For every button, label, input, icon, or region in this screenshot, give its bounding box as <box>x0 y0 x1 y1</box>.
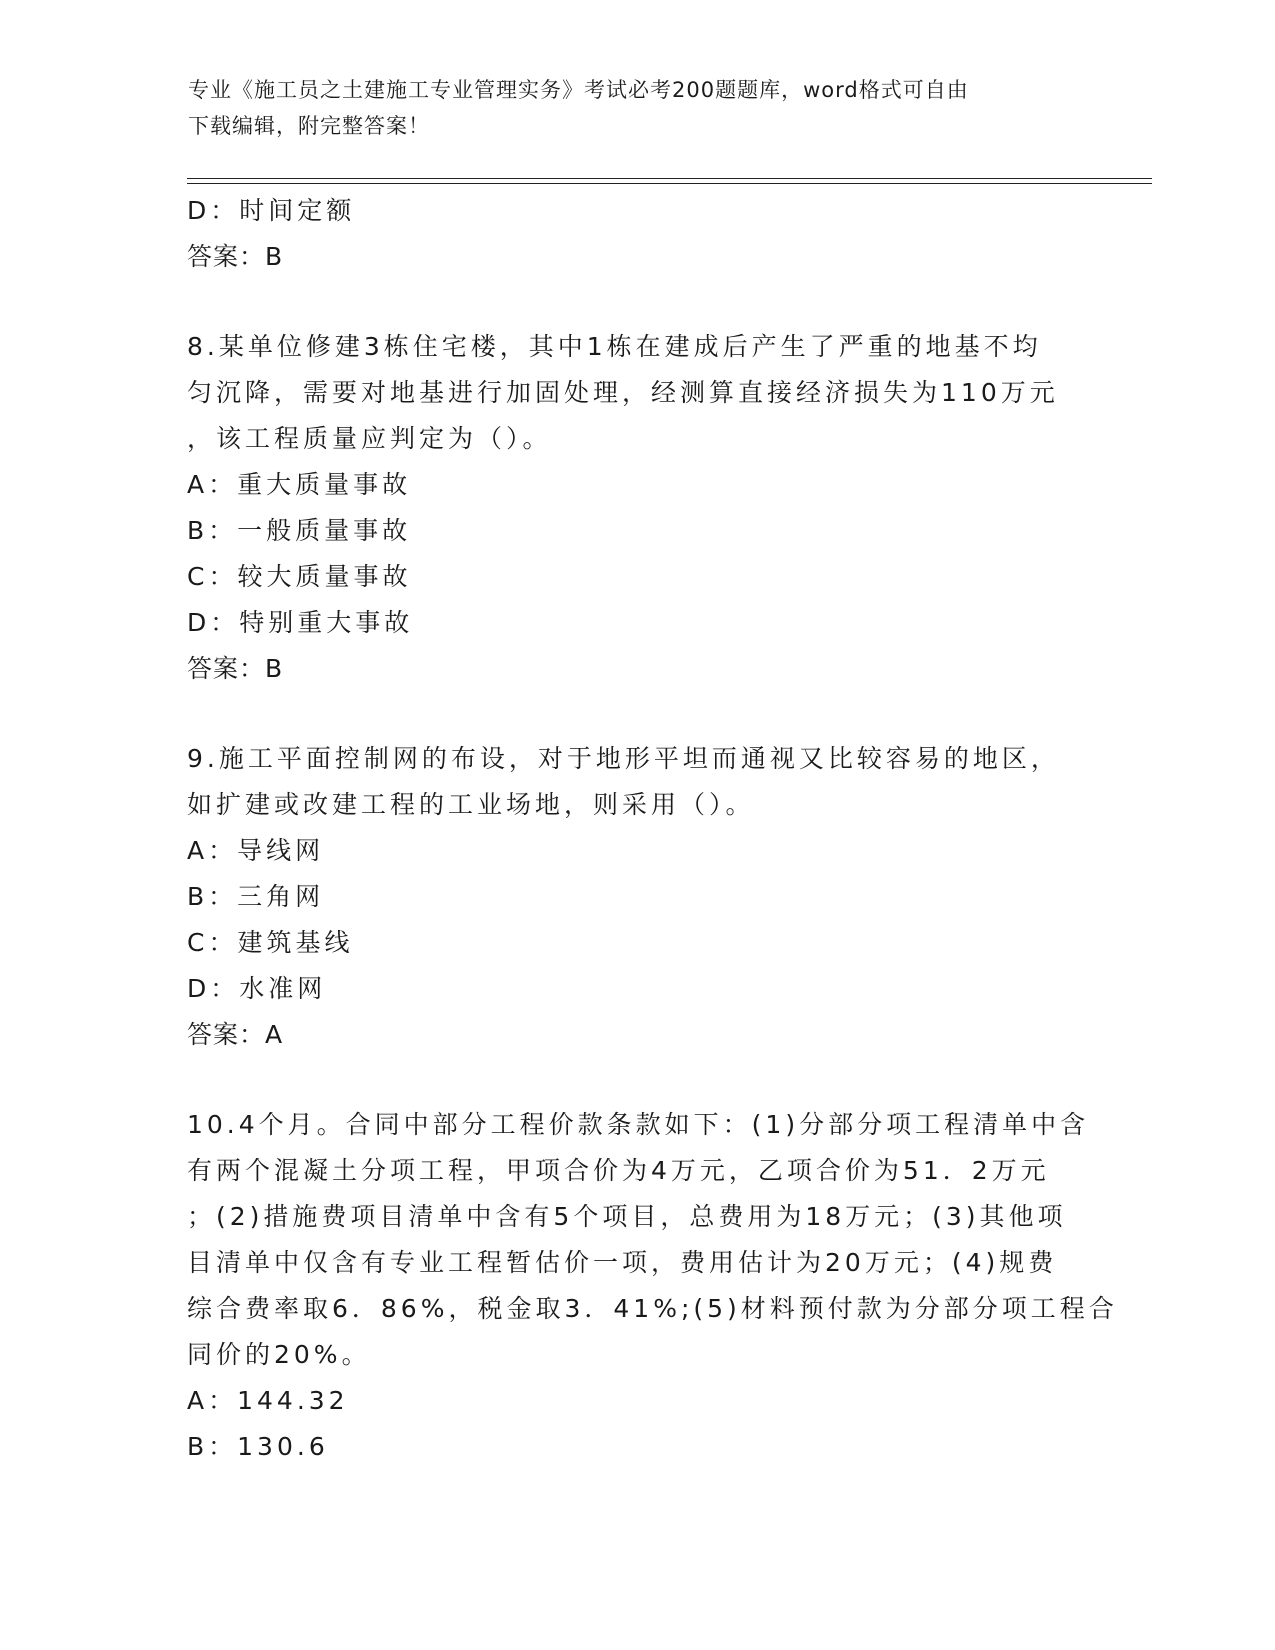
header-divider-bottom <box>187 183 1152 184</box>
option-a: A：重大质量事故 <box>187 470 412 499</box>
question-7-tail <box>187 188 1087 280</box>
stem-line: 同价的20%。 <box>187 1340 371 1369</box>
option-d: D：时间定额 <box>187 196 356 225</box>
stem-line: 匀沉降，需要对地基进行加固处理，经测算直接经济损失为110万元 <box>187 378 1059 407</box>
question-9 <box>187 736 1087 1058</box>
stem-line: 目清单中仅含有专业工程暂估价一项，费用估计为20万元；(4)规费 <box>187 1248 1058 1277</box>
stem-line: 综合费率取6．86%，税金取3．41%;(5)材料预付款为分部分项工程合 <box>187 1294 1118 1323</box>
header-title-line-1: 专业《施工员之土建施工专业管理实务》考试必考200题题库，word格式可自由 <box>188 78 969 102</box>
answer-line: 答案：B <box>187 654 284 683</box>
option-a: A：导线网 <box>187 836 325 865</box>
option-d: D：水准网 <box>187 974 327 1003</box>
option-b: B：130.6 <box>187 1432 329 1461</box>
question-stem <box>187 1102 1118 1378</box>
stem-line: 9.施工平面控制网的布设，对于地形平坦而通视又比较容易的地区， <box>187 744 1060 773</box>
question-8 <box>187 324 1087 692</box>
stem-line: 10.4个月。合同中部分工程价款条款如下：(1)分部分项工程清单中含 <box>187 1110 1090 1139</box>
answer-line: 答案：B <box>187 242 284 271</box>
question-gap <box>187 280 1087 324</box>
answer-line: 答案：A <box>187 1020 284 1049</box>
page-header <box>188 72 1088 144</box>
question-gap <box>187 692 1087 736</box>
stem-line: 有两个混凝土分项工程，甲项合价为4万元，乙项合价为51．2万元 <box>187 1156 1050 1185</box>
stem-line: 如扩建或改建工程的工业场地，则采用（）。 <box>187 790 755 819</box>
question-list <box>187 188 1118 1470</box>
question-gap <box>187 1058 1087 1102</box>
option-c: C：建筑基线 <box>187 928 354 957</box>
option-d: D：特别重大事故 <box>187 608 414 637</box>
stem-line: 8.某单位修建3栋住宅楼，其中1栋在建成后产生了严重的地基不均 <box>187 332 1042 361</box>
option-b: B：一般质量事故 <box>187 516 412 545</box>
question-10 <box>187 1102 1118 1470</box>
header-divider-top <box>187 178 1152 179</box>
question-stem <box>187 736 1087 828</box>
question-stem <box>187 324 1087 462</box>
option-a: A：144.32 <box>187 1386 349 1415</box>
stem-line: ；(2)措施费项目清单中含有5个项目，总费用为18万元；(3)其他项 <box>187 1202 1067 1231</box>
option-c: C：较大质量事故 <box>187 562 412 591</box>
option-b: B：三角网 <box>187 882 325 911</box>
header-title-line-2: 下载编辑，附完整答案！ <box>188 114 430 138</box>
stem-line: ，该工程质量应判定为（）。 <box>187 424 552 453</box>
